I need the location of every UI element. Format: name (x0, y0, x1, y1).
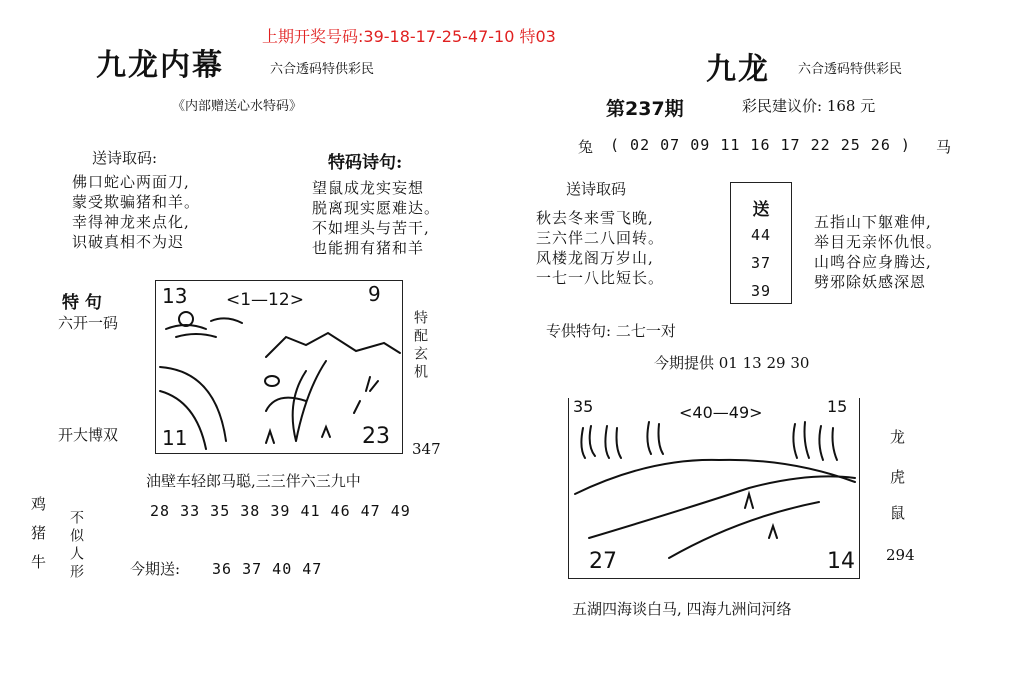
left-sketch-drawing (156, 281, 402, 453)
zodiac-numbers: ( 02 07 09 11 16 17 22 25 26 ) (610, 136, 911, 154)
right-sketch-drawing (569, 398, 859, 578)
poem-line: 佛口蛇心两面刀, (72, 173, 190, 191)
poem-line: 幸得神龙来点化, (72, 213, 190, 231)
poem-line: 风楼龙阁万岁山, (536, 249, 654, 267)
mountain-outline (266, 333, 400, 357)
plant-stems (266, 361, 326, 441)
sketch-top-right: 9 (368, 282, 381, 306)
left-tagline: 六合透码特供彩民 (270, 62, 375, 77)
right-poem2 (814, 212, 942, 292)
gift-value: 39 (750, 282, 772, 300)
left-title: 九龙内幕 (96, 48, 224, 83)
side-zodiac: 虎 (890, 468, 906, 486)
bottom-line: 五湖四海谈白马, 四海九洲问河络 (572, 600, 792, 618)
gift-label: 送 (752, 200, 770, 220)
left-bracket-note: 《内部赠送心水特码》 (172, 99, 303, 114)
last-draw-numbers: 上期开奖号码:39-18-17-25-47-10 特03 (262, 27, 556, 46)
riddle-line: 油壁车轻郎马聪,三三伴六三九中 (146, 472, 361, 490)
zodiac-right: 马 (936, 138, 952, 156)
today-provide-line: 今期提供 01 13 29 30 (654, 354, 810, 372)
zodiac-vertical: 鸡猪牛 (29, 496, 47, 583)
plant-bud (265, 376, 279, 386)
sketch-range: <40—49> (679, 403, 763, 422)
sketch-range: <1—12> (226, 290, 304, 310)
not-like-text: 不似人形 (68, 510, 84, 582)
today-label: 今期送: (130, 560, 181, 578)
poem-line: 三六伴二八回转。 (536, 229, 665, 247)
price: 彩民建议价: 168 元 (742, 97, 876, 115)
sketch-top-right: 15 (827, 398, 848, 416)
poem-line: 蒙受欺骗猪和羊。 (72, 193, 201, 211)
left-poem1 (72, 172, 200, 252)
poem-line: 望鼠成龙实妄想 (312, 179, 425, 197)
sketch-bottom-left: 27 (589, 549, 617, 574)
cloud-lines (166, 318, 242, 337)
side-number: 347 (412, 440, 441, 458)
left-sketch-frame (155, 280, 403, 454)
gift-value: 44 (750, 226, 772, 244)
tree-trunks-left (581, 422, 663, 458)
side-vertical-text: 特配玄机 (412, 310, 428, 382)
side-zodiac: 龙 (890, 428, 906, 446)
left-poem2 (312, 178, 440, 258)
poem-line: 举目无亲怀仇恨。 (814, 233, 943, 251)
sun-icon (179, 312, 193, 326)
right-poem-heading: 送诗取码 (566, 180, 627, 198)
right-title: 九龙 (706, 52, 770, 87)
poem-line: 脱离现实愿难达。 (312, 199, 441, 217)
grass-tufts (745, 494, 777, 538)
poem-line: 不如埋头与苦干, (312, 219, 430, 237)
issue-number: 第237期 (606, 98, 684, 120)
tree-trunks-right (793, 422, 837, 460)
special-label: 特 句 (62, 293, 102, 313)
right-tagline: 六合透码特供彩民 (798, 62, 903, 77)
sketch-bottom-right: 23 (362, 424, 390, 449)
sketch-bottom-right: 14 (827, 549, 855, 574)
special-line3: 开大博双 (58, 426, 119, 444)
sketch-top-left: 13 (162, 284, 188, 308)
poem-line: 山鸣谷应身腾达, (814, 253, 932, 271)
gift-box (730, 182, 792, 304)
right-sketch-frame (568, 398, 860, 579)
number-list: 28 33 35 38 39 41 46 47 49 (150, 502, 411, 520)
side-zodiac: 鼠 (890, 504, 906, 522)
poem-line: 劈邪除妖感深恩 (814, 273, 927, 291)
valley-lines (589, 476, 855, 558)
sketch-bottom-left: 11 (162, 426, 188, 450)
special-line: 专供特句: 二七一对 (546, 322, 676, 340)
sketch-top-left: 35 (573, 398, 594, 416)
left-poem1-heading: 送诗取码: (92, 149, 158, 167)
poem-line: 秋去冬来雪飞晚, (536, 209, 654, 227)
poem-line: 也能拥有猪和羊 (312, 239, 425, 257)
special-line2: 六开一码 (58, 314, 119, 332)
grass-tufts (354, 377, 378, 413)
poem-line: 一七一八比短长。 (536, 269, 665, 287)
left-poem2-heading: 特码诗句: (328, 153, 403, 173)
right-poem (536, 208, 664, 288)
poem-line: 五指山下躯难伸, (814, 213, 932, 231)
side-number: 294 (886, 546, 915, 564)
zodiac-left: 兔 (578, 138, 594, 156)
poem-line: 识破真相不为迟 (72, 233, 185, 251)
today-numbers: 36 37 40 47 (212, 560, 323, 578)
gift-value: 37 (750, 254, 772, 272)
